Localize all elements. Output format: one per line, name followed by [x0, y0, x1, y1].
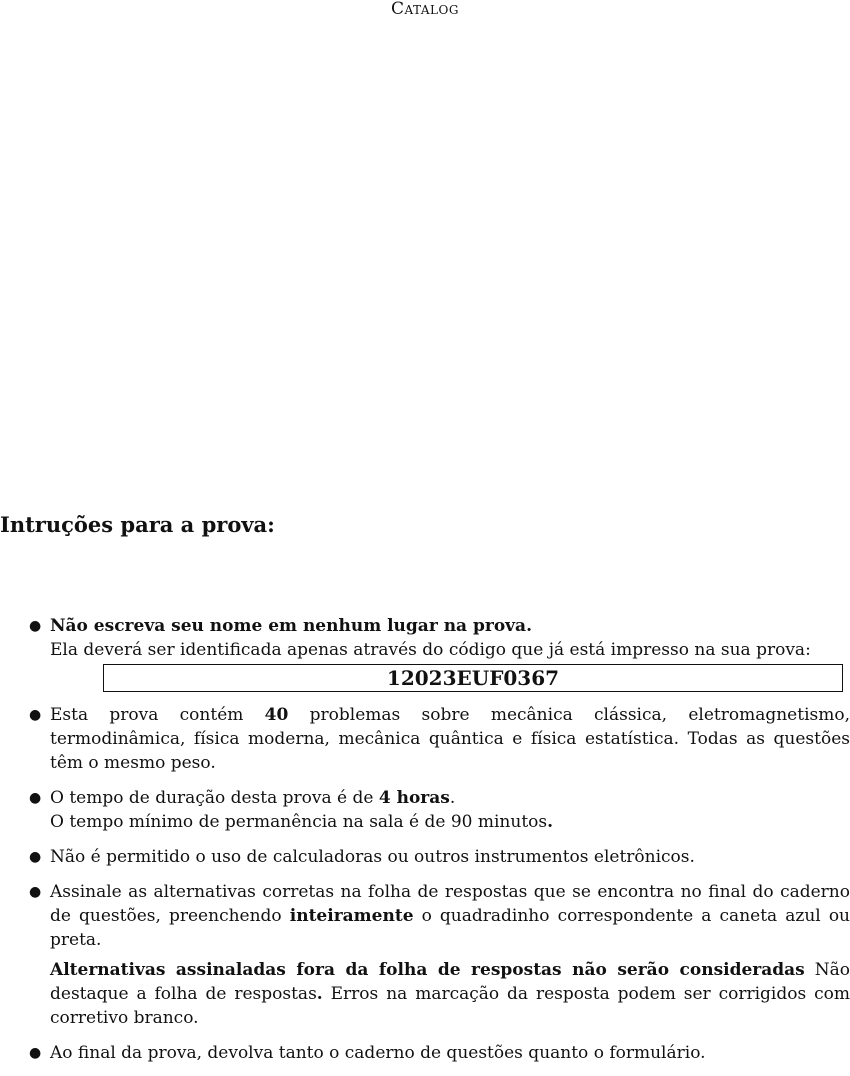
- bullet-icon: ●: [29, 707, 42, 723]
- instruction-item-duration: [0, 786, 850, 834]
- instruction-item-calculators: [0, 845, 850, 869]
- problem-count: 40: [264, 705, 289, 725]
- answers-warning-bold: Alternativas assinaladas fora da folha de respostas não serão consideradas: [50, 960, 805, 980]
- exam-code-box: 12023EUF0367: [103, 664, 843, 692]
- instruction-answers-pre: Assinale as alternativas corretas na folha de respostas que se encontra no final do caderno de questões, preenchendo: [50, 882, 850, 926]
- answers-warning-b: Erros na marcação da resposta podem ser corrigidos com corretivo branco.: [50, 984, 850, 1028]
- instructions-list: [0, 614, 850, 1076]
- instruction-name-bold: Não escreva seu nome em nenhum lugar na prova.: [50, 616, 532, 636]
- instruction-answers-post: o quadradinho correspondente a caneta azul ou preta.: [50, 906, 850, 950]
- answers-warning-a: Não destaque a folha de respostas: [50, 960, 850, 1004]
- bullet-icon: ●: [29, 790, 42, 806]
- bullet-icon: ●: [29, 849, 42, 865]
- section-title: Intruções para a prova:: [0, 512, 275, 537]
- exam-duration: 4 horas: [378, 788, 450, 808]
- instruction-item-answers: [0, 880, 850, 1030]
- instruction-name-text: Ela deverá ser identificada apenas através do código que já está impresso na sua prova:: [50, 640, 811, 660]
- instruction-duration-pre: O tempo de duração desta prova é de: [50, 788, 379, 808]
- instruction-item-name: [0, 614, 850, 692]
- instruction-min-stay: O tempo mínimo de permanência na sala é de 90 minutos: [50, 812, 548, 832]
- page-header: Catalog: [391, 0, 459, 19]
- instruction-content-post: problemas sobre mecânica clássica, eletromagnetismo, termodinâmica, física moderna, mecânica quântica e física estatística. Todas as questões têm o mesmo peso.: [50, 705, 850, 773]
- instruction-answers-warning: [50, 958, 850, 1030]
- instruction-answers-bold: inteiramente: [289, 906, 414, 926]
- instruction-content-pre: Esta prova contém: [50, 705, 265, 725]
- instruction-item-content: [0, 703, 850, 775]
- instruction-min-stay-end: .: [547, 812, 554, 832]
- instruction-calculators-text: Não é permitido o uso de calculadoras ou outros instrumentos eletrônicos.: [50, 847, 695, 867]
- instruction-duration-post: .: [449, 788, 456, 808]
- bullet-icon: ●: [29, 884, 42, 900]
- instruction-return-text: Ao final da prova, devolva tanto o caderno de questões quanto o formulário.: [50, 1043, 706, 1063]
- bullet-icon: ●: [29, 1045, 42, 1061]
- answers-warning-dot: .: [316, 984, 323, 1004]
- bullet-icon: ●: [29, 618, 42, 634]
